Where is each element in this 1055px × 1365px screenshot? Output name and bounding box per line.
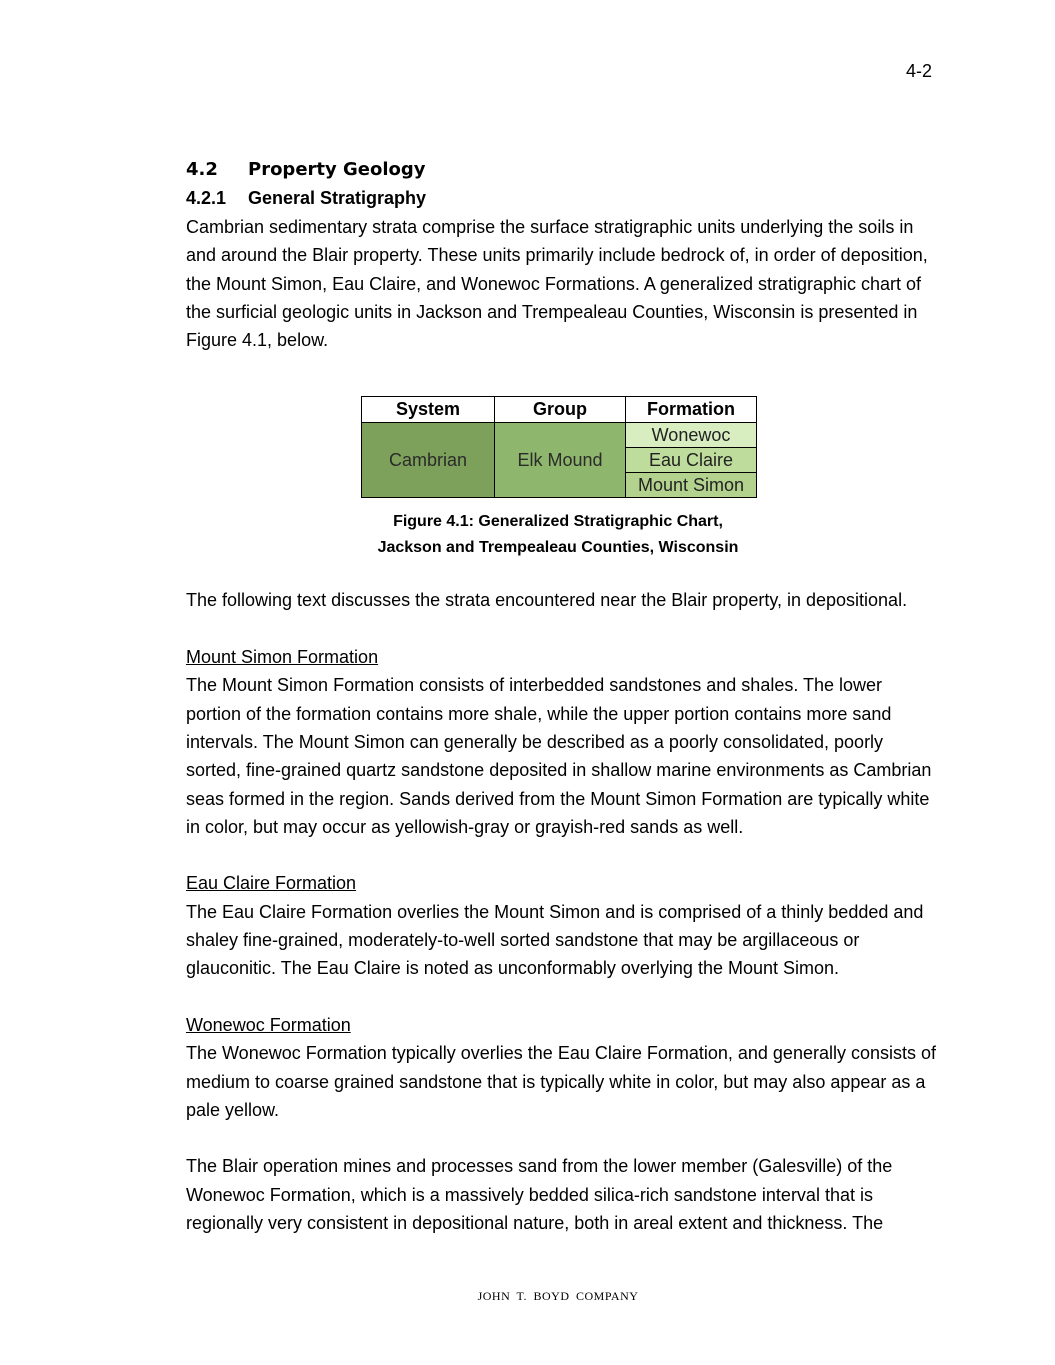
subsection-heading	[186, 183, 936, 213]
formation-wonewoc: Wonewoc	[626, 423, 757, 448]
eau-claire-paragraph: The Eau Claire Formation overlies the Mount Simon and is comprised of a thinly bedded and shaley fine-grained, moderately-to-well sorted sandstone that may be argillaceous or glauconitic. The Eau Claire is noted as unconformably overlying the Mount Simon.	[186, 901, 924, 979]
stratigraphic-chart-table	[361, 396, 757, 498]
caption-line-1: Figure 4.1: Generalized Stratigraphic Chart,	[393, 513, 723, 531]
mount-simon-paragraph: The Mount Simon Formation consists of interbedded sandstones and shales. The lower portion of the formation contains more shale, while the upper portion contains more sand intervals. The Mount Simon can generally be described as a poorly consolidated, poorly sorted, fine-grained quartz sandstone deposited in shallow marine environments as Cambrian seas formed in the region. Sands derived from the Mount Simon Formation are typically white in color, but may occur as yellowish-gray or grayish-red sands as well.	[186, 675, 932, 837]
table-header-row	[362, 397, 757, 423]
blair-operation-paragraph: The Blair operation mines and processes sand from the lower member (Galesville) of the Wonewoc Formation, which is a massively bedded silica-rich sandstone interval that is regionally very consistent in depositional nature, both in areal extent and thickness. The	[186, 1156, 893, 1234]
mount-simon-heading: Mount Simon Formation	[186, 647, 379, 668]
subsection-number: 4.2.1	[186, 188, 227, 208]
formation-eau-claire: Eau Claire	[626, 448, 757, 473]
wonewoc-heading: Wonewoc Formation	[186, 1014, 351, 1035]
wonewoc-paragraph: The Wonewoc Formation typically overlies the Eau Claire Formation, and generally consists of medium to coarse grained sandstone that is typically white in color, but may also appear as a pale yellow.	[186, 1043, 937, 1120]
figure-4-1	[186, 396, 936, 555]
header-group: Group	[495, 397, 626, 423]
following-text-paragraph: The following text discusses the strata encountered near the Blair property, in depositional.	[186, 590, 908, 611]
header-system: System	[362, 397, 495, 423]
formation-mount-simon: Mount Simon	[626, 473, 757, 498]
table-row	[362, 423, 757, 448]
page-content	[186, 157, 936, 1237]
header-formation: Formation	[626, 397, 757, 423]
section-title: Property Geology	[248, 159, 426, 180]
subsection-title: General Stratigraphy	[248, 188, 427, 208]
group-cell: Elk Mound	[495, 423, 626, 498]
page-number: 4-2	[905, 61, 932, 81]
intro-paragraph: Cambrian sedimentary strata comprise the surface stratigraphic units underlying the soils in and around the Blair property. These units primarily include bedrock of, in order of deposition, the Mount Simon, Eau Claire, and Wonewoc Formations. A generalized stratigraphic chart of the surficial geologic units in Jackson and Trempealeau Counties, Wisconsin is presented in Figure 4.1, below.	[186, 217, 928, 351]
system-cell: Cambrian	[362, 423, 495, 498]
eau-claire-heading: Eau Claire Formation	[186, 873, 357, 894]
footer-company-name: JOHN T. BOYD COMPANY	[477, 1289, 639, 1303]
section-heading	[186, 157, 936, 183]
figure-caption	[186, 509, 930, 561]
caption-line-2: Jackson and Trempealeau Counties, Wisconsin	[377, 539, 739, 557]
section-number: 4.2	[186, 159, 218, 180]
